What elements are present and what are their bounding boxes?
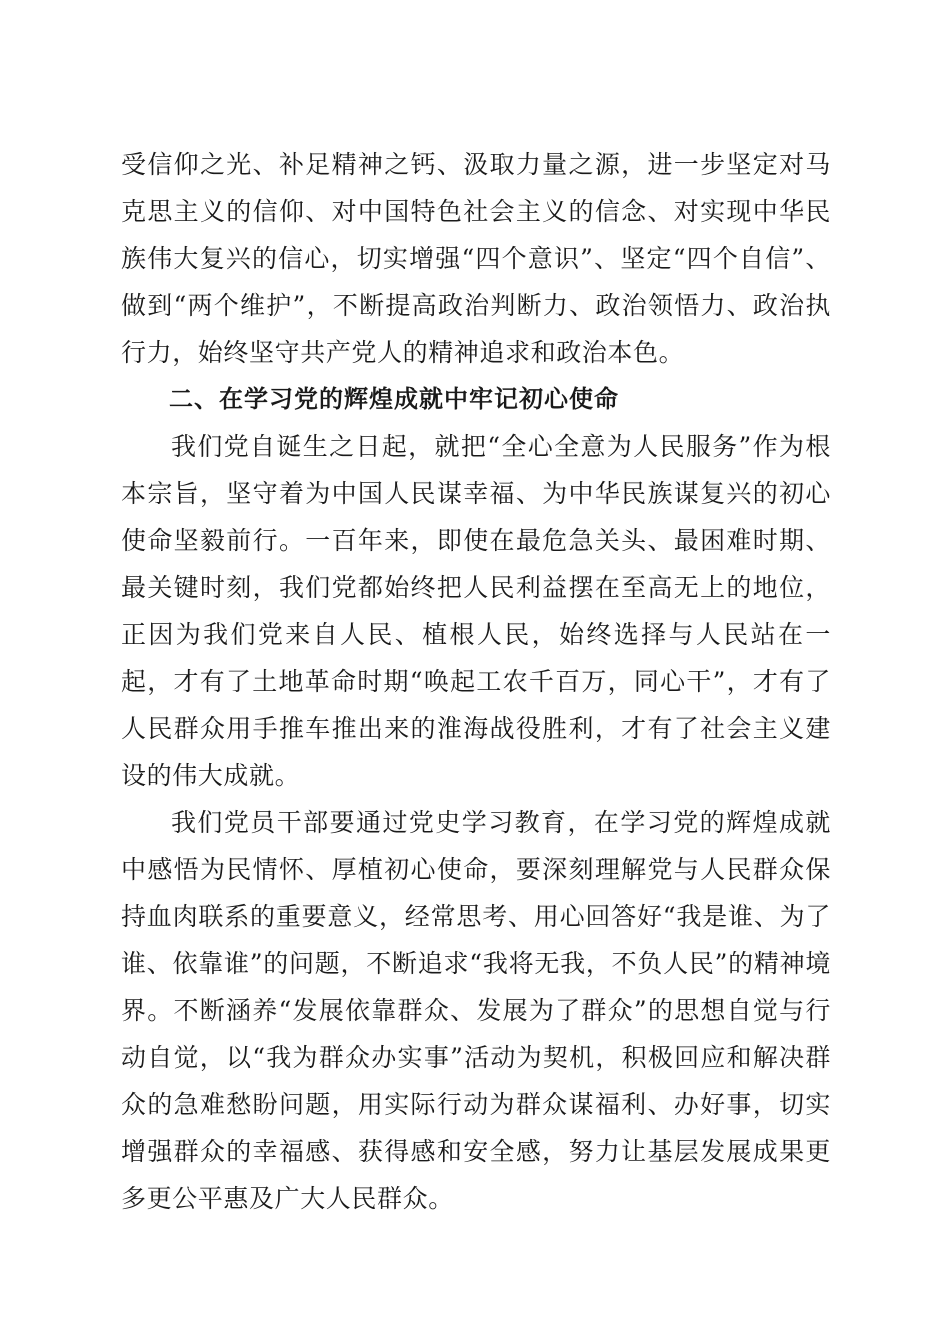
document-body xyxy=(121,141,831,1222)
paragraph-people-centered: 我们党自诞生之日起，就把“全心全意为人民服务”作为根本宗旨，坚守着为中国人民谋幸福、为中华民族谋复兴的初心使命坚毅前行。一百年来，即使在最危急关头、最困难时期、最关键时刻，我们党都始终把人民利益摆在至高无上的地位，正因为我们党来自人民、植根人民，始终选择与人民站在一起，才有了土地革命时期“唤起工农千百万，同心干”，才有了人民群众用手推车推出来的淮海战役胜利，才有了社会主义建设的伟大成就。 xyxy=(121,432,831,790)
paragraph-continued: 受信仰之光、补足精神之钙、汲取力量之源，进一步坚定对马克思主义的信仰、对中国特色社会主义的信念、对实现中华民族伟大复兴的信心，切实增强“四个意识”、坚定“四个自信”、做到“两个维护”，不断提高政治判断力、政治领悟力、政治执行力，始终坚守共产党人的精神追求和政治本色。 xyxy=(121,150,831,367)
paragraph-party-members: 我们党员干部要通过党史学习教育，在学习党的辉煌成就中感悟为民情怀、厚植初心使命，要深刻理解党与人民群众保持血肉联系的重要意义，经常思考、用心回答好“我是谁、为了谁、依靠谁”的问题，不断追求“我将无我，不负人民”的精神境界。不断涵养“发展依靠群众、发展为了群众”的思想自觉与行动自觉，以“我为群众办实事”活动为契机，积极回应和解决群众的急难愁盼问题，用实际行动为群众谋福利、办好事，切实增强群众的幸福感、获得感和安全感，努力让基层发展成果更多更公平惠及广大人民群众。 xyxy=(121,808,831,1213)
section-heading: 二、在学习党的辉煌成就中牢记初心使命 xyxy=(169,385,619,413)
